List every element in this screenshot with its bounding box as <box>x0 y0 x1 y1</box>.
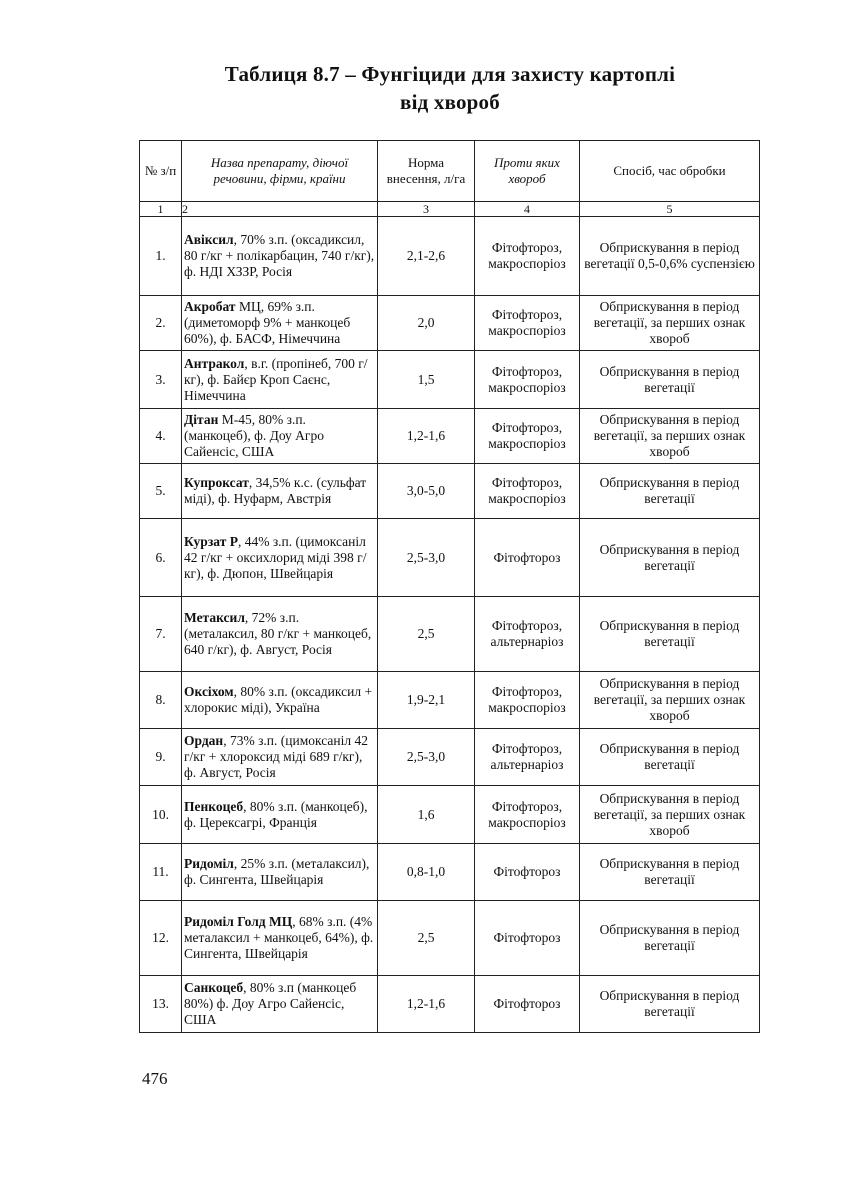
column-number: 5 <box>580 202 760 217</box>
method-cell: Обприскування в період вегетації <box>580 519 760 597</box>
diseases-cell: Фітофтороз, макроспоріоз <box>475 351 580 409</box>
table-row <box>140 672 760 729</box>
row-number: 9. <box>140 729 182 786</box>
method-cell: Обприскування в період вегетації, за перших ознак хвороб <box>580 786 760 844</box>
table-row <box>140 296 760 351</box>
diseases-cell: Фітофтороз, макроспоріоз <box>475 672 580 729</box>
diseases-cell: Фітофтороз, макроспоріоз <box>475 464 580 519</box>
diseases-cell: Фітофтороз, альтернаріоз <box>475 729 580 786</box>
product-name: Авіксил <box>184 232 234 247</box>
product-cell <box>182 351 378 409</box>
title-line-2: від хвороб <box>400 90 500 114</box>
column-number: 2 <box>182 202 378 217</box>
diseases-cell: Фітофтороз, макроспоріоз <box>475 786 580 844</box>
product-name: Ордан <box>184 733 224 748</box>
rate-cell: 2,0 <box>378 296 475 351</box>
rate-cell: 2,5-3,0 <box>378 519 475 597</box>
diseases-cell: Фітофтороз <box>475 976 580 1033</box>
method-cell: Обприскування в період вегетації <box>580 901 760 976</box>
header-method: Спосіб, час обробки <box>580 141 760 202</box>
product-name: Антракол <box>184 355 245 371</box>
page-number: 476 <box>142 1069 168 1088</box>
rate-cell: 1,2-1,6 <box>378 409 475 464</box>
diseases-cell: Фітофтороз, альтернаріоз <box>475 597 580 672</box>
table-row <box>140 351 760 409</box>
row-number: 1. <box>140 217 182 296</box>
table-row <box>140 409 760 464</box>
product-name: Курзат Р <box>184 533 238 549</box>
column-number: 1 <box>140 202 182 217</box>
method-cell: Обприскування в період вегетації <box>580 976 760 1033</box>
product-cell <box>182 597 378 672</box>
product-details: М-45, 80% з.п. (манкоцеб), ф. Доу Агро Сайенсіс, США <box>184 412 324 459</box>
header-rate: Норма внесення, л/га <box>378 141 475 202</box>
table-body <box>140 202 760 1033</box>
product-details: , в.г. (пропінеб, 700 г/кг), ф. Байєр Кроп Саєнс, Німеччина <box>184 355 368 403</box>
fungicides-table <box>139 140 760 1033</box>
table-row <box>140 844 760 901</box>
row-number: 4. <box>140 409 182 464</box>
product-cell <box>182 217 378 296</box>
row-number: 11. <box>140 844 182 901</box>
table-row <box>140 464 760 519</box>
product-cell <box>182 672 378 729</box>
title-line-1: Таблиця 8.7 – Фунгіциди для захисту картоплі <box>224 62 676 86</box>
diseases-cell: Фітофтороз <box>475 844 580 901</box>
rate-cell: 2,1-2,6 <box>378 217 475 296</box>
row-number: 6. <box>140 519 182 597</box>
product-cell <box>182 519 378 597</box>
product-name: Пенкоцеб <box>184 798 244 814</box>
method-cell: Обприскування в період вегетації, за перших ознак хвороб <box>580 672 760 729</box>
diseases-cell: Фітофтороз <box>475 901 580 976</box>
row-number: 8. <box>140 672 182 729</box>
product-details: , 44% з.п. (цимоксаніл 42 г/кг + оксихлорид міді 398 г/кг), ф. Дюпон, Швейцарія <box>184 533 367 581</box>
rate-cell: 2,5 <box>378 901 475 976</box>
column-number: 4 <box>475 202 580 217</box>
product-cell <box>182 729 378 786</box>
row-number: 2. <box>140 296 182 351</box>
header-number: № з/п <box>140 141 182 202</box>
table-row <box>140 901 760 976</box>
method-cell: Обприскування в період вегетації <box>580 844 760 901</box>
table-row <box>140 597 760 672</box>
product-details: , 80% з.п. (манкоцеб), ф. Церексагрі, Франція <box>184 798 368 830</box>
row-number: 7. <box>140 597 182 672</box>
product-details: , 25% з.п. (металаксил), ф. Сингента, Швейцарія <box>184 856 370 887</box>
method-cell: Обприскування в період вегетації <box>580 729 760 786</box>
method-cell: Обприскування в період вегетації 0,5-0,6% суспензією <box>580 217 760 296</box>
product-details: МЦ, 69% з.п. (диметоморф 9% + манкоцеб 60%), ф. БАСФ, Німеччина <box>184 299 351 346</box>
page-title <box>0 60 863 116</box>
product-details: , 73% з.п. (цимоксаніл 42 г/кг + хлороксид міді 689 г/кг), ф. Август, Росія <box>184 733 368 780</box>
product-name: Санкоцеб <box>184 980 244 995</box>
product-details: , 70% з.п. (оксадиксил, 80 г/кг + полікарбацин, 740 г/кг), ф. НДІ ХЗЗР, Росія <box>184 232 375 279</box>
row-number: 12. <box>140 901 182 976</box>
table-row <box>140 976 760 1033</box>
method-cell: Обприскування в період вегетації <box>580 464 760 519</box>
product-name: Купроксат <box>184 475 249 490</box>
table-row <box>140 729 760 786</box>
table-row <box>140 786 760 844</box>
rate-cell: 1,9-2,1 <box>378 672 475 729</box>
table-header-row <box>140 141 760 202</box>
row-number: 10. <box>140 786 182 844</box>
product-cell <box>182 786 378 844</box>
product-name: Метаксил <box>184 610 245 625</box>
rate-cell: 1,5 <box>378 351 475 409</box>
product-name: Акробат <box>184 299 236 314</box>
column-number: 3 <box>378 202 475 217</box>
row-number: 5. <box>140 464 182 519</box>
method-cell: Обприскування в період вегетації <box>580 597 760 672</box>
product-name: Ридоміл <box>184 856 234 871</box>
product-details: , 34,5% к.с. (сульфат міді), ф. Нуфарм, Австрія <box>184 475 367 506</box>
product-details: , 68% з.п. (4% металаксил + манкоцеб, 64%), ф. Сингента, Швейцарія <box>184 914 374 961</box>
product-cell <box>182 464 378 519</box>
diseases-cell: Фітофтороз <box>475 519 580 597</box>
method-cell: Обприскування в період вегетації, за перших ознак хвороб <box>580 409 760 464</box>
product-cell <box>182 296 378 351</box>
product-cell <box>182 844 378 901</box>
product-name: Дітан <box>184 412 219 427</box>
rate-cell: 2,5-3,0 <box>378 729 475 786</box>
product-name: Ридоміл Голд МЦ <box>184 914 293 929</box>
diseases-cell: Фітофтороз, макроспоріоз <box>475 217 580 296</box>
product-name: Оксіхом <box>184 684 234 699</box>
product-cell <box>182 901 378 976</box>
diseases-cell: Фітофтороз, макроспоріоз <box>475 296 580 351</box>
rate-cell: 3,0-5,0 <box>378 464 475 519</box>
rate-cell: 0,8-1,0 <box>378 844 475 901</box>
rate-cell: 1,6 <box>378 786 475 844</box>
rate-cell: 2,5 <box>378 597 475 672</box>
row-number: 13. <box>140 976 182 1033</box>
header-against: Проти яких хвороб <box>475 141 580 202</box>
product-details: , 72% з.п. (металаксил, 80 г/кг + манкоцеб, 640 г/кг), ф. Август, Росія <box>184 610 372 657</box>
product-details: , 80% з.п (манкоцеб 80%) ф. Доу Агро Сайенсіс, США <box>184 980 357 1027</box>
table-row <box>140 519 760 597</box>
product-cell <box>182 409 378 464</box>
table-row <box>140 217 760 296</box>
method-cell: Обприскування в період вегетації, за перших ознак хвороб <box>580 296 760 351</box>
product-details: , 80% з.п. (оксадиксил + хлорокис міді), Україна <box>184 684 373 715</box>
method-cell: Обприскування в період вегетації <box>580 351 760 409</box>
column-numbers-row <box>140 202 760 217</box>
header-name: Назва препарату, діючої речовини, фірми, країни <box>182 141 378 202</box>
diseases-cell: Фітофтороз, макроспоріоз <box>475 409 580 464</box>
product-cell <box>182 976 378 1033</box>
row-number: 3. <box>140 351 182 409</box>
rate-cell: 1,2-1,6 <box>378 976 475 1033</box>
